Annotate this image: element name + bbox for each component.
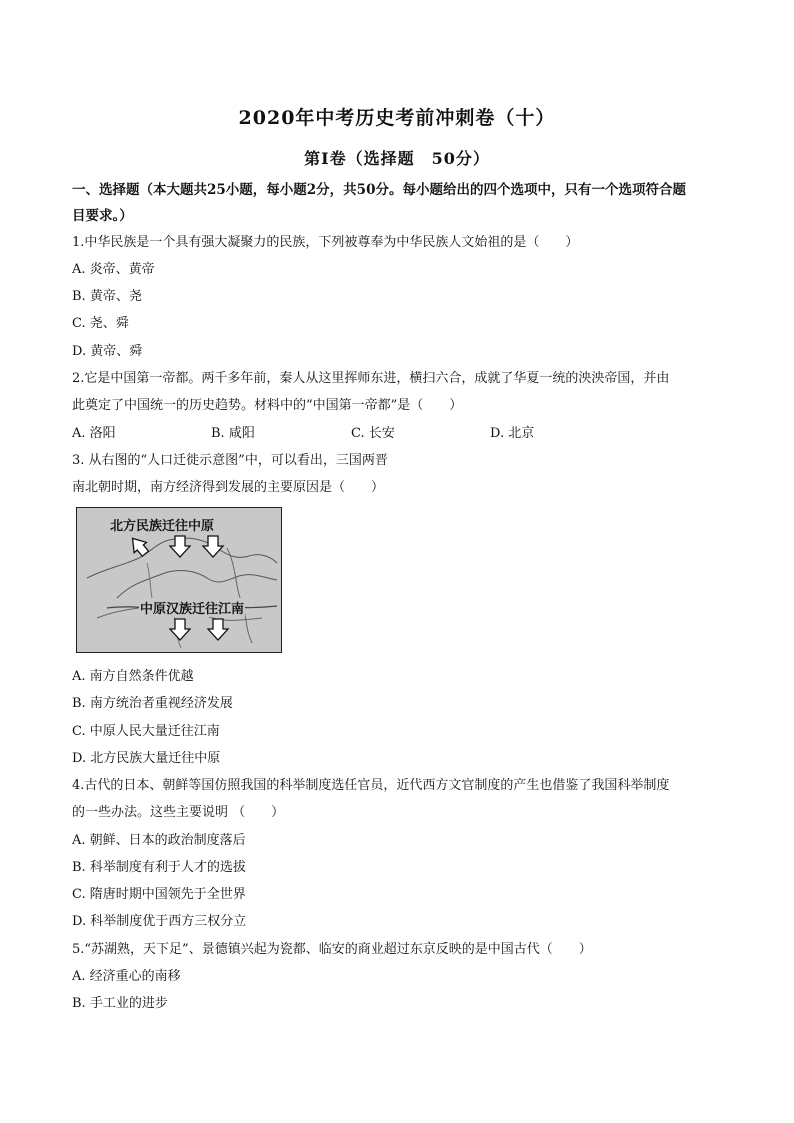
section-subtitle: 第Ⅰ卷（选择题 50分）: [304, 149, 490, 168]
question-1-option-c: C. 尧、舜: [72, 316, 129, 331]
question-2-stem-line1: 2.它是中国第一帝都。两千多年前，秦人从这里挥师东进，横扫六合，成就了华夏一统的泱泱帝国，并由: [72, 371, 670, 386]
section-instruction-line1: 一、选择题（本大题共25小题，每小题2分，共50分。每小题给出的四个选项中，只有一个选项符合题: [72, 182, 686, 198]
question-3-option-a: A. 南方自然条件优越: [72, 669, 194, 684]
question-4-stem-line1: 4.古代的日本、朝鲜等国仿照我国的科举制度选任官员，近代西方文官制度的产生也借鉴了我国科举制度: [72, 778, 670, 793]
question-1-option-d: D. 黄帝、舜: [72, 344, 143, 359]
question-4-stem-line2: 的一些办法。这些主要说明 （ ）: [72, 805, 285, 820]
question-3-option-d: D. 北方民族大量迁往中原: [72, 751, 221, 766]
question-5-option-a: A. 经济重心的南移: [72, 969, 181, 984]
question-2-option-b: B. 咸阳: [211, 426, 255, 441]
question-3-stem-line1: 3. 从右图的“人口迁徙示意图”中，可以看出，三国两晋: [72, 453, 388, 468]
question-1-stem: 1.中华民族是一个具有强大凝聚力的民族，下列被尊奉为中华民族人文始祖的是（ ）: [72, 235, 579, 250]
question-2-option-a: A. 洛阳: [72, 426, 116, 441]
question-4-option-a: A. 朝鲜、日本的政治制度落后: [72, 833, 246, 848]
question-4-option-b: B. 科举制度有利于人才的选拔: [72, 860, 246, 875]
migration-map: [76, 507, 282, 653]
question-4-option-c: C. 隋唐时期中国领先于全世界: [72, 887, 246, 902]
question-1-option-a: A. 炎帝、黄帝: [72, 262, 155, 277]
question-3-option-b: B. 南方统治者重视经济发展: [72, 696, 233, 711]
map-label-north: 北方民族迁往中原: [109, 515, 215, 534]
arrow-south-left: [170, 619, 190, 640]
question-5-option-b: B. 手工业的进步: [72, 996, 168, 1011]
question-4-option-d: D. 科举制度优于西方三权分立: [72, 914, 247, 929]
arrow-south-right: [208, 619, 228, 640]
page-title: 2020年中考历史考前冲刺卷（十）: [238, 107, 556, 129]
arrow-down-left: [126, 533, 151, 559]
question-2-stem-line2: 此奠定了中国统一的历史趋势。材料中的“中国第一帝都”是（ ）: [72, 398, 463, 413]
arrow-down-right: [203, 536, 223, 557]
question-5-stem: 5.“苏湖熟，天下足”、景德镇兴起为瓷都、临安的商业超过东京反映的是中国古代（ ）: [72, 942, 592, 957]
question-3-stem-line2: 南北朝时期，南方经济得到发展的主要原因是（ ）: [72, 480, 385, 495]
section-instruction-line2: 目要求。）: [72, 208, 133, 224]
question-2-option-d: D. 北京: [490, 426, 535, 441]
question-3-option-c: C. 中原人民大量迁往江南: [72, 724, 220, 739]
map-label-south: 中原汉族迁往江南: [139, 598, 245, 617]
question-1-option-b: B. 黄帝、尧: [72, 289, 142, 304]
question-2-option-c: C. 长安: [351, 426, 395, 441]
